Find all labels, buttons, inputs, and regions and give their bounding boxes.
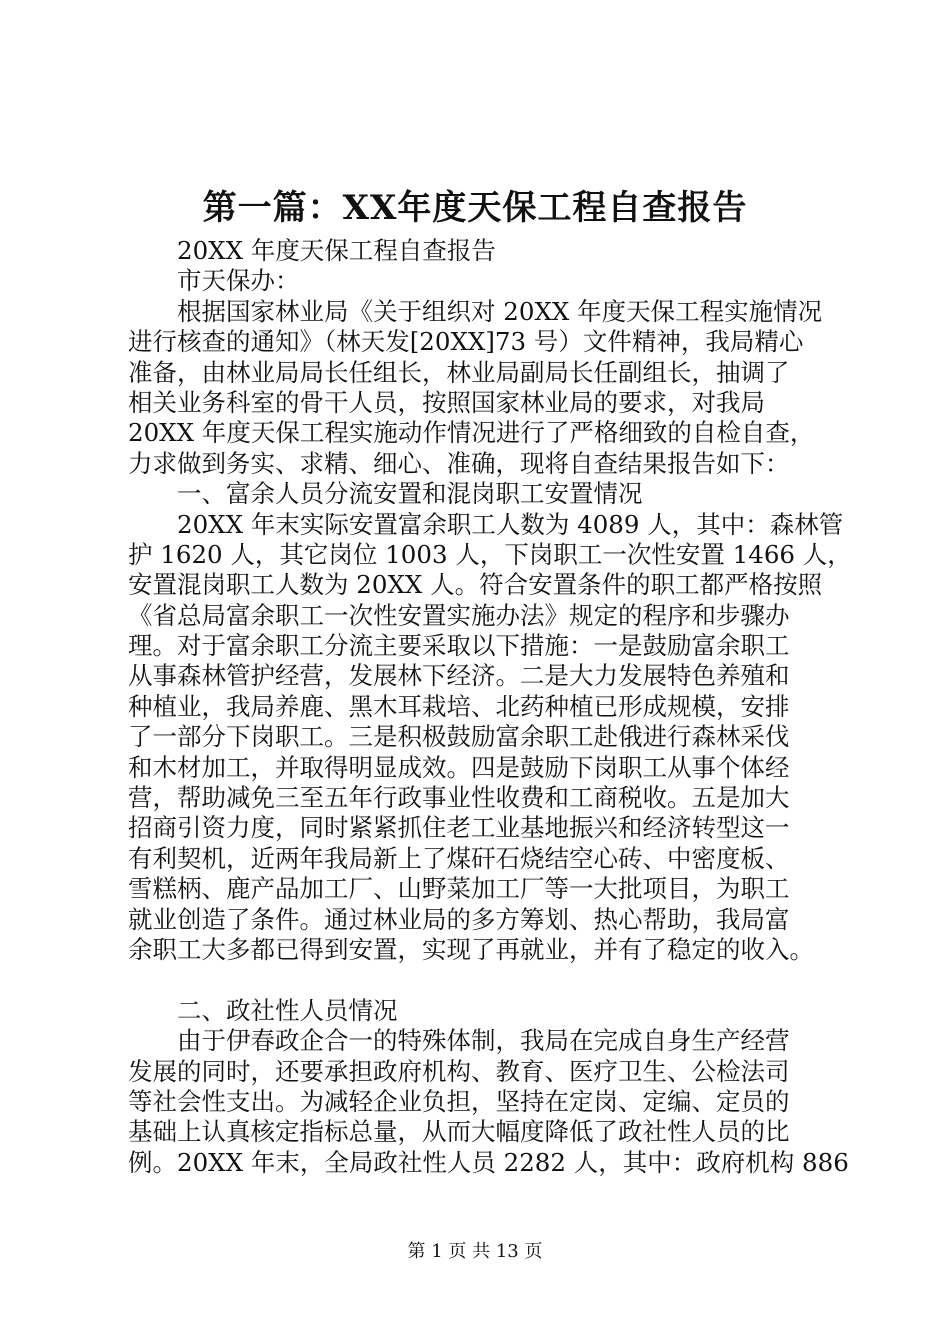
- body-line: 营，帮助减免三至五年行政事业性收费和工商税收。五是加大: [128, 783, 790, 813]
- body-line: 20XX 年度天保工程实施动作情况进行了严格细致的自检自查，: [128, 418, 815, 448]
- body-line: 准备，由林业局局长任组长，林业局副局长任副组长，抽调了: [128, 357, 790, 387]
- body-line: 力求做到务实、求精、细心、准确，现将自查结果报告如下：: [128, 448, 790, 478]
- body-line: 了一部分下岗职工。三是积极鼓励富余职工赴俄进行森林采伐: [128, 722, 790, 752]
- body-line: 由于伊春政企合一的特殊体制，我局在完成自身生产经营: [177, 1026, 790, 1056]
- body-line: 相关业务科室的骨干人员，按照国家林业局的要求，对我局: [128, 387, 765, 417]
- body-line: 就业创造了条件。通过林业局的多方筹划、热心帮助，我局富: [128, 904, 790, 934]
- body-line: 《省总局富余职工一次性安置实施办法》规定的程序和步骤办: [128, 600, 790, 630]
- body-line: 等社会性支出。为减轻企业负担，坚持在定岗、定编、定员的: [128, 1086, 790, 1116]
- body-line: 从事森林管护经营，发展林下经济。二是大力发展特色养殖和: [128, 661, 790, 691]
- section-heading: 一、富余人员分流安置和混岗职工安置情况: [177, 479, 643, 509]
- body-line: 种植业，我局养鹿、黑木耳栽培、北药种植已形成规模，安排: [128, 691, 790, 721]
- body-line: 招商引资力度，同时紧紧抓住老工业基地振兴和经济转型这一: [128, 813, 790, 843]
- body-line: 有利契机，近两年我局新上了煤矸石烧结空心砖、中密度板、: [128, 843, 790, 873]
- body-line: 基础上认真核定指标总量，从而大幅度降低了政社性人员的比: [128, 1117, 790, 1147]
- body-line: 雪糕柄、鹿产品加工厂、山野菜加工厂等一大批项目，为职工: [128, 874, 790, 904]
- body-line: 进行核查的通知》（林天发[20XX]73 号）文件精神，我局精心: [128, 327, 804, 357]
- body-line: 安置混岗职工人数为 20XX 人。符合安置条件的职工都严格按照: [128, 570, 823, 600]
- body-line: 护 1620 人，其它岗位 1003 人，下岗职工一次性安置 1466 人，: [128, 539, 852, 569]
- body-line: 根据国家林业局《关于组织对 20XX 年度天保工程实施情况: [177, 296, 823, 326]
- body-line: 理。对于富余职工分流主要采取以下措施：一是鼓励富余职工: [128, 631, 790, 661]
- body-line: 发展的同时，还要承担政府机构、教育、医疗卫生、公检法司: [128, 1056, 790, 1086]
- document-body: [128, 236, 852, 1178]
- body-line: 20XX 年末实际安置富余职工人数为 4089 人，其中：森林管: [177, 509, 844, 539]
- document-title: 第一篇：XX年度天保工程自查报告: [202, 188, 748, 228]
- body-line: 和木材加工，并取得明显成效。四是鼓励下岗职工从事个体经: [128, 752, 790, 782]
- body-line: 市天保办：: [177, 266, 300, 296]
- paragraph-gap: [128, 965, 830, 995]
- section-heading: 二、政社性人员情况: [177, 995, 398, 1025]
- body-line: 20XX 年度天保工程自查报告: [177, 236, 496, 265]
- body-line: 余职工大多都已得到安置，实现了再就业，并有了稳定的收入。: [128, 934, 814, 964]
- page-footer: 第 1 页 共 13 页: [407, 1241, 543, 1262]
- body-line: 例。20XX 年末，全局政社性人员 2282 人，其中：政府机构 886: [128, 1147, 849, 1177]
